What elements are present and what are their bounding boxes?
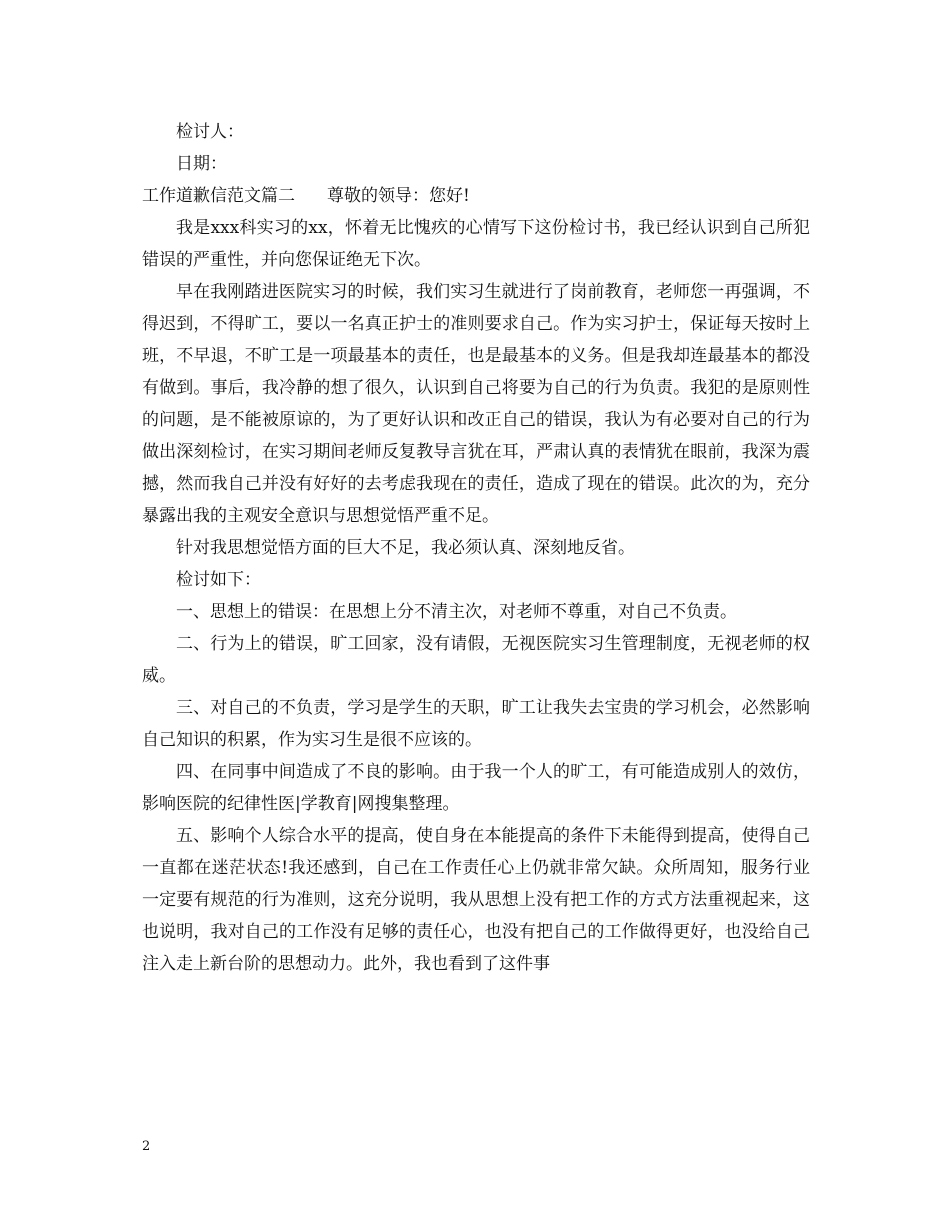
- signer-label: 检讨人：: [176, 122, 244, 142]
- paragraph-8: 四、在同事中间造成了不良的影响。由于我一个人的旷工，有可能造成别人的效仿，影响医院的纪律性医|学教育|网搜集整理。: [142, 762, 810, 814]
- paragraph-2: 早在我刚踏进医院实习的时候，我们实习生就进行了岗前教育，老师您一再强调，不得迟到，不得旷工，要以一名真正护士的准则要求自己。作为实习护士，保证每天按时上班，不早退，不旷工是一项最基本的责任，也是最基本的义务。但是我却连最基本的都没有做到。事后，我冷静的想了很久，认识到自己将要为自己的行为负责。我犯的是原则性的问题，是不能被原谅的，为了更好认识和改正自己的错误，我认为有必要对自己的行为做出深刻检讨，在实习期间老师反复教导言犹在耳，严肃认真的表情犹在眼前，我深为震撼，然而我自己并没有好好的去考虑我现在的责任，造成了现在的错误。此次的为，充分暴露出我的主观安全意识与思想觉悟严重不足。: [142, 282, 810, 526]
- document-body: [142, 116, 810, 980]
- page-number: 2: [142, 1139, 151, 1154]
- paragraph-5: 一、思想上的错误：在思想上分不清主次，对老师不尊重，对自己不负责。: [176, 602, 737, 622]
- title-line: [142, 180, 810, 212]
- paragraph-6: 二、行为上的错误，旷工回家，没有请假，无视医院实习生管理制度，无视老师的权威。: [142, 634, 810, 686]
- paragraph-7: 三、对自己的不负责，学习是学生的天职，旷工让我失去宝贵的学习机会，必然影响自己知识的积累，作为实习生是很不应该的。: [142, 698, 810, 750]
- date-label: 日期：: [176, 154, 227, 174]
- paragraph-9: 五、影响个人综合水平的提高，使自身在本能提高的条件下未能得到提高，使得自己一直都在迷茫状态!我还感到，自己在工作责任心上仍就非常欠缺。众所周知，服务行业一定要有规范的行为准则，这充分说明，我从思想上没有把工作的方式方法重视起来，这也说明，我对自己的工作没有足够的责任心，也没有把自己的工作做得更好，也没给自己注入走上新台阶的思想动力。此外，我也看到了这件事: [142, 826, 810, 974]
- paragraph-1: 我是xxx科实习的xx，怀着无比愧疚的心情写下这份检讨书，我已经认识到自己所犯错误的严重性，并向您保证绝无下次。: [142, 218, 810, 270]
- paragraph-4: 检讨如下：: [176, 570, 261, 590]
- section-title: 工作道歉信范文篇二: [142, 186, 295, 206]
- salutation: 尊敬的领导：您好!: [327, 186, 470, 206]
- paragraph-3: 针对我思想觉悟方面的巨大不足，我必须认真、深刻地反省。: [176, 538, 635, 558]
